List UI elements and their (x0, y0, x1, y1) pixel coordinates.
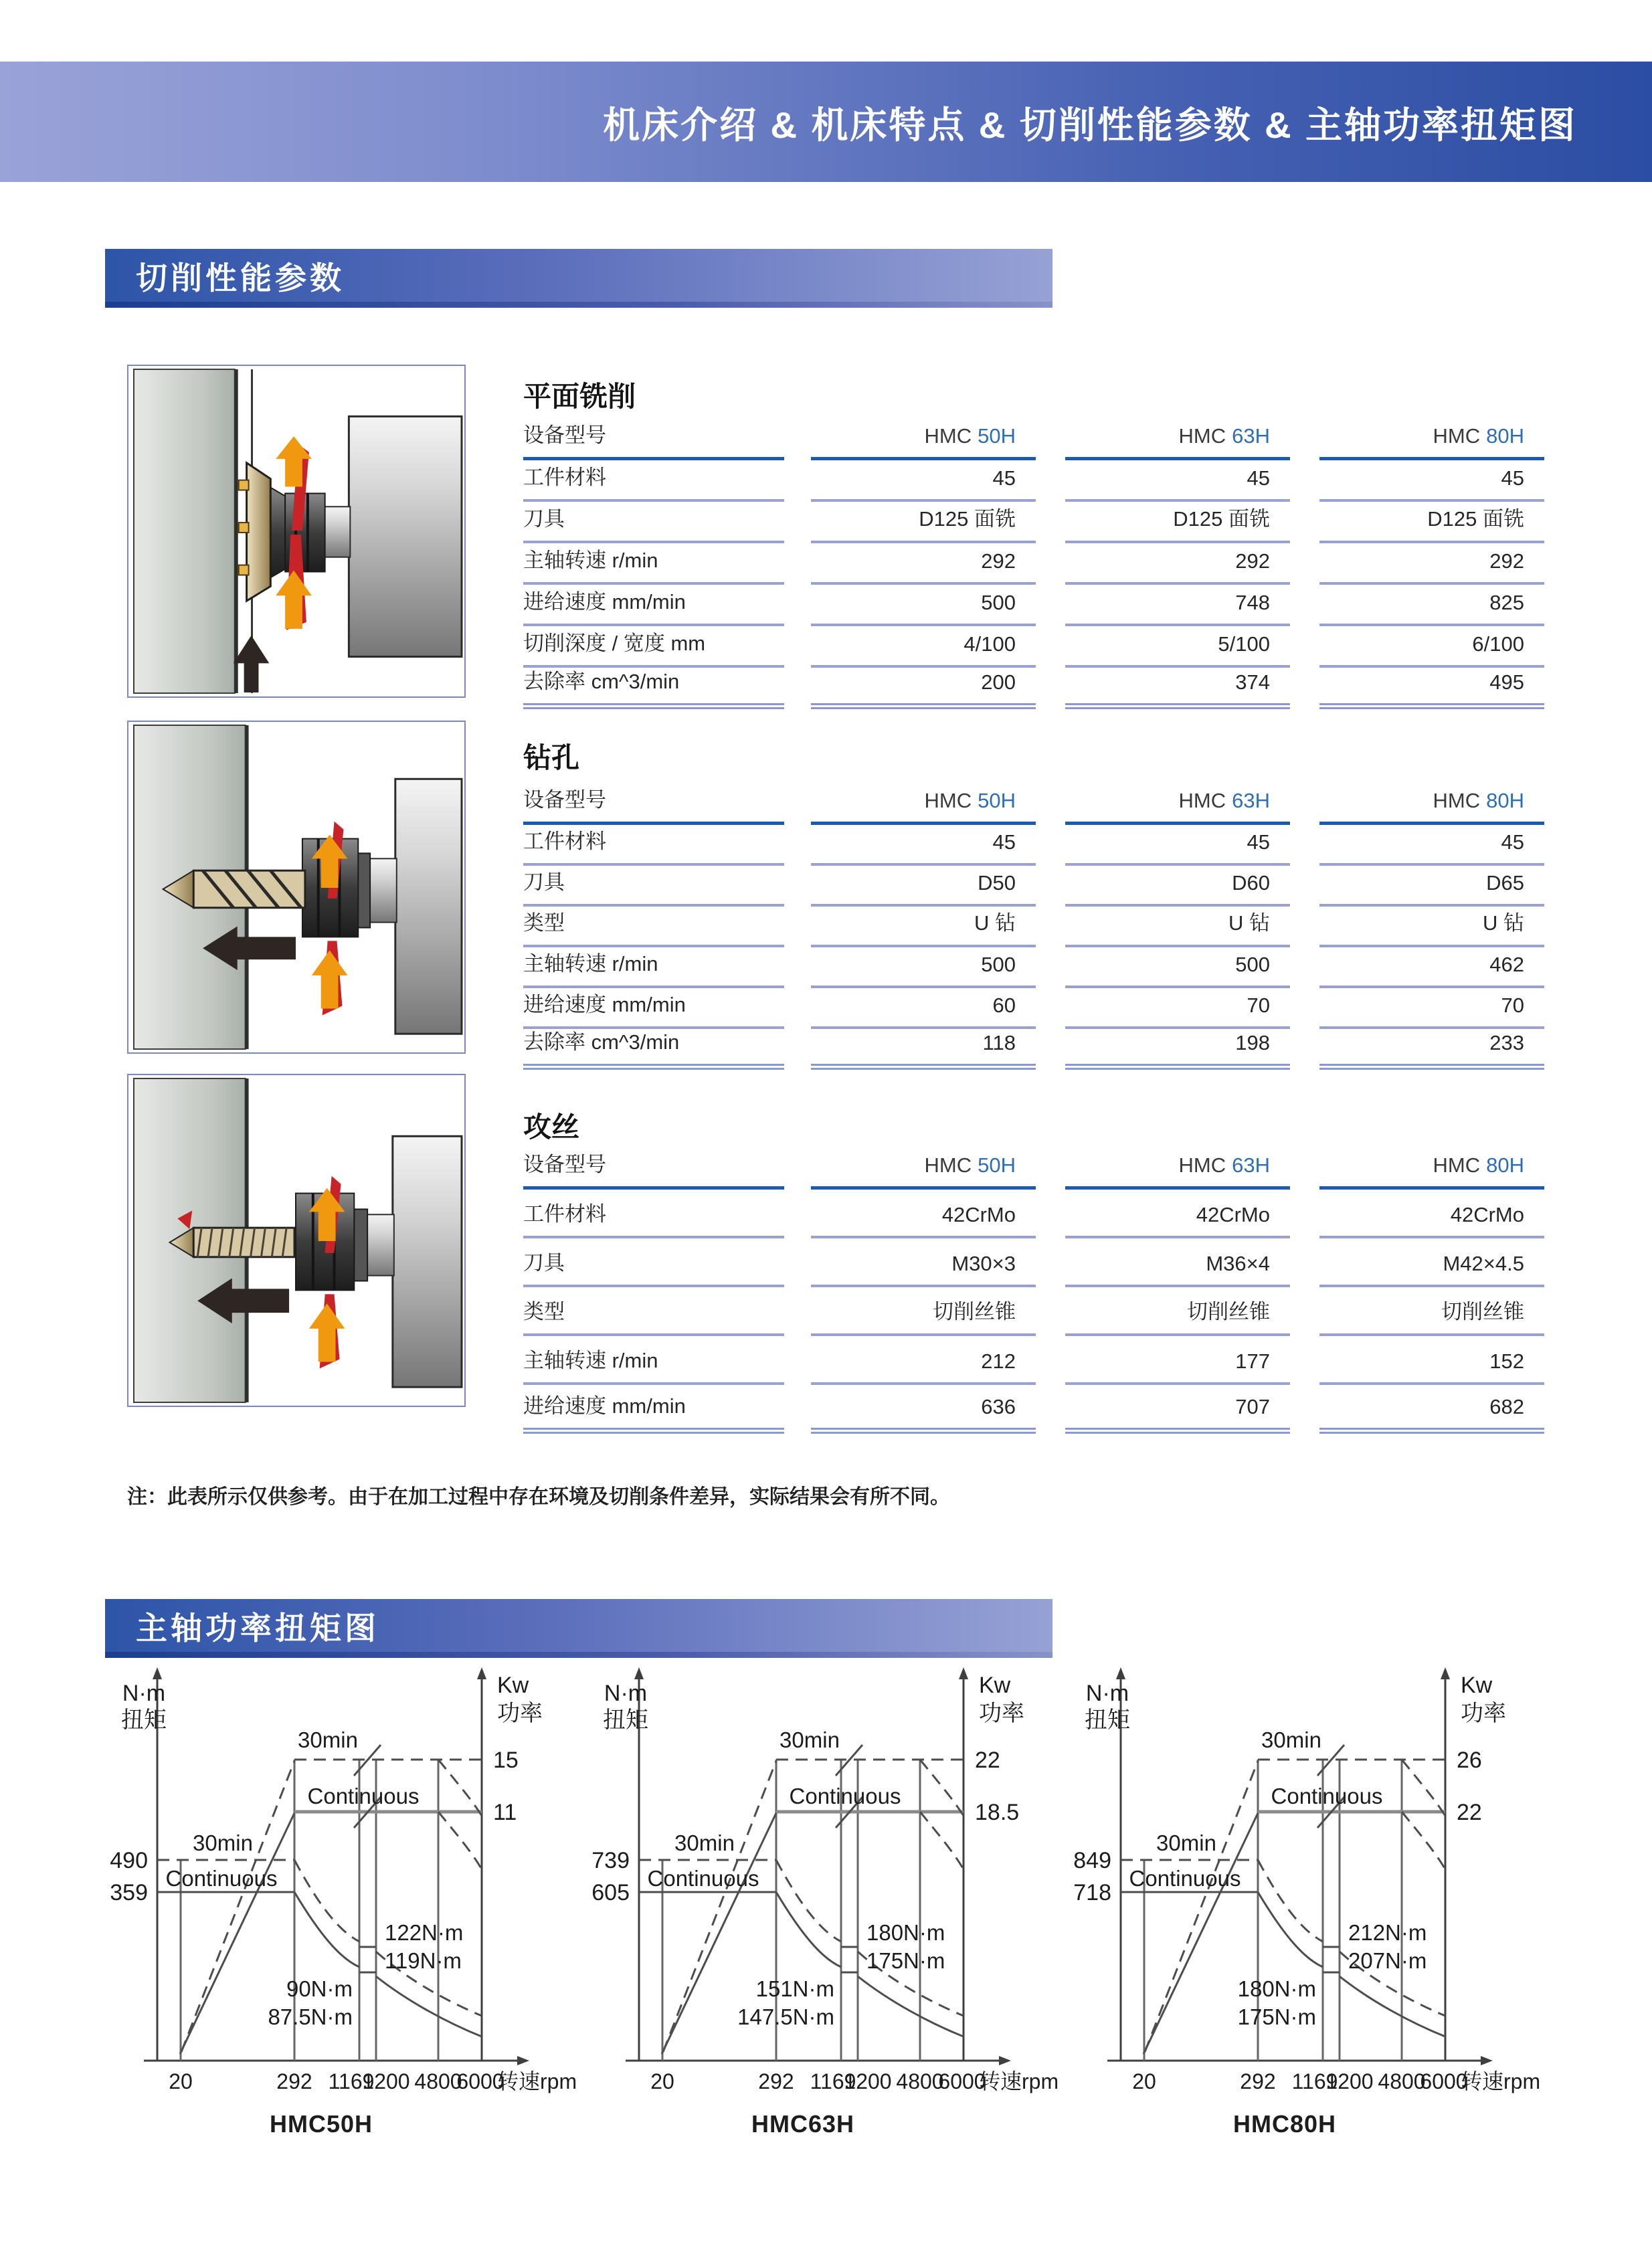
feed-arrow-icon (234, 636, 270, 692)
torque-30min-decay (1258, 1860, 1323, 1942)
row-label: 工件材料 (523, 825, 784, 866)
power-30min-value: 15 (493, 1748, 519, 1773)
model-code: 80H (1486, 789, 1524, 812)
torque-continuous-decay (858, 1976, 963, 2037)
face-milling-illustration (128, 366, 464, 696)
power-30min-derate (1402, 1760, 1445, 1816)
power-continuous-label: Continuous (789, 1784, 901, 1808)
table-header-row (523, 1144, 1544, 1190)
power-continuous-value: 11 (493, 1800, 517, 1825)
power-30min-value: 26 (1457, 1748, 1482, 1773)
cell-value: 60 (811, 988, 1036, 1029)
table-header-row (523, 784, 1544, 825)
note-text: 注：此表所示仅供参考。由于在加工过程中存在环境及切削条件差异，实际结果会有所不同。 (127, 1486, 950, 1508)
cell-value: D50 (811, 866, 1036, 907)
left-axis-title: 扭矩 (603, 1707, 648, 1733)
power-continuous-value: 18.5 (975, 1800, 1020, 1825)
table-row (523, 626, 1544, 668)
x-axis-arrow-icon (999, 2056, 1011, 2065)
cell-value: 682 (1319, 1385, 1544, 1434)
cell-value: 462 (1319, 947, 1544, 988)
table-row (523, 585, 1544, 626)
face-milling-illustration-box (127, 365, 466, 698)
cell-value: 177 (1065, 1336, 1290, 1385)
shift-torque-upper-value: 212N·m (1348, 1920, 1427, 1945)
torque-continuous-value: 718 (1073, 1880, 1111, 1905)
table-row (523, 988, 1544, 1029)
x-axis-label: 转速rpm (1461, 2069, 1541, 2093)
right-axis-title: 功率 (497, 1701, 543, 1726)
spec-table (523, 784, 1544, 1070)
row-label: 去除率 cm^3/min (523, 1029, 784, 1070)
torque-30min-value: 849 (1073, 1848, 1111, 1873)
left-y-axis-arrow-icon (634, 1667, 644, 1679)
shift-torque-lower-value: 175N·m (1237, 2004, 1316, 2029)
cell-value: 45 (1319, 825, 1544, 866)
shift-torque-lower-value: 87.5N·m (268, 2004, 353, 2029)
table-row (523, 907, 1544, 947)
cell-value: 198 (1065, 1029, 1290, 1070)
cell-value: M36×4 (1065, 1238, 1290, 1287)
x-tick-label: 6000 (1420, 2069, 1468, 2093)
right-axis-title: Kw (497, 1673, 529, 1698)
cell-value: 707 (1065, 1385, 1290, 1434)
shift-torque-lower-value: 90N·m (286, 1976, 353, 2001)
table-row (523, 825, 1544, 866)
model-name: HMC (1433, 424, 1481, 448)
table-row (523, 1385, 1544, 1434)
row-label: 进给速度 mm/min (523, 988, 784, 1029)
row-label: 进给速度 mm/min (523, 585, 784, 626)
row-label: 类型 (523, 907, 784, 947)
cell-value: D65 (1319, 866, 1544, 907)
power-30min-label: 30min (298, 1727, 358, 1752)
torque-continuous-decay (776, 1892, 841, 1967)
row-label: 主轴转速 r/min (523, 1336, 784, 1385)
model-name: HMC (1433, 1153, 1481, 1177)
left-axis-title: 扭矩 (1085, 1707, 1130, 1733)
right-y-axis-arrow-icon (1441, 1667, 1450, 1679)
table-title: 平面铣削 (523, 381, 636, 412)
power-continuous-derate (1402, 1812, 1445, 1869)
chart-canvas (50, 1653, 585, 2128)
spindle-nose (369, 858, 397, 922)
table-row (523, 947, 1544, 988)
tapping-illustration-box (127, 1074, 466, 1407)
table-row (523, 668, 1544, 709)
row-label: 设备型号 (523, 420, 784, 460)
model-header-cell (811, 420, 1036, 460)
spec-table (523, 420, 1544, 709)
cell-value: 233 (1319, 1029, 1544, 1070)
model-name: HMC (924, 424, 972, 448)
torque-power-chart-hmc80h (1014, 1653, 1549, 2148)
row-label: 进给速度 mm/min (523, 1385, 784, 1434)
model-code: 80H (1486, 1153, 1524, 1177)
cell-value: 292 (1319, 543, 1544, 585)
cell-value: 292 (1065, 543, 1290, 585)
power-continuous-derate (920, 1812, 963, 1869)
model-code: 50H (978, 424, 1016, 448)
cell-value: 500 (1065, 947, 1290, 988)
model-code: 63H (1232, 1153, 1270, 1177)
page-header-title: 机床介绍 & 机床特点 & 切削性能参数 & 主轴功率扭矩图 (603, 104, 1577, 146)
model-header-cell (1065, 1144, 1290, 1190)
x-tick-label: 4800 (896, 2069, 944, 2093)
torque-continuous-value: 605 (591, 1880, 630, 1905)
cell-value: D60 (1065, 866, 1290, 907)
table-row (523, 1336, 1544, 1385)
power-continuous-derate (438, 1812, 482, 1869)
rotation-arrow-up-icon (276, 571, 312, 629)
right-axis-title: 功率 (1461, 1701, 1506, 1726)
cell-value: 45 (1065, 825, 1290, 866)
x-axis-arrow-icon (1481, 2056, 1493, 2065)
model-code: 50H (978, 789, 1016, 812)
torque-continuous-decay (1340, 1976, 1445, 2037)
shift-torque-upper-value: 207N·m (1348, 1948, 1427, 1973)
left-axis-title: 扭矩 (121, 1707, 167, 1733)
row-label: 类型 (523, 1287, 784, 1336)
left-y-axis-arrow-icon (1116, 1667, 1125, 1679)
cell-value: 5/100 (1065, 626, 1290, 668)
tool-taper (269, 487, 285, 579)
model-header-cell (1319, 784, 1544, 825)
left-axis-title: N·m (1085, 1681, 1129, 1706)
spindle-body (395, 779, 462, 1034)
cell-value: 45 (811, 460, 1036, 502)
tool-ring (354, 1209, 367, 1281)
row-label: 主轴转速 r/min (523, 543, 784, 585)
cell-value: 292 (811, 543, 1036, 585)
cell-value: 212 (811, 1336, 1036, 1385)
model-header-cell (1065, 784, 1290, 825)
torque-continuous-decay (1258, 1892, 1323, 1967)
page-header-banner (0, 62, 1652, 182)
shift-torque-lower-value: 147.5N·m (737, 2004, 834, 2029)
cell-value: 切削丝锥 (1319, 1287, 1544, 1336)
cutter-insert (239, 565, 249, 575)
torque-30min-value: 739 (591, 1848, 630, 1873)
workpiece-edge (235, 369, 238, 693)
drilling-illustration (128, 722, 464, 1052)
shift-torque-upper-value: 122N·m (385, 1920, 464, 1945)
cell-value: 切削丝锥 (811, 1287, 1036, 1336)
x-axis-label: 转速rpm (979, 2069, 1059, 2093)
row-label: 设备型号 (523, 1144, 784, 1190)
table-row (523, 543, 1544, 585)
row-label: 主轴转速 r/min (523, 947, 784, 988)
shift-torque-lower-value: 180N·m (1237, 1976, 1316, 2001)
torque-power-chart-hmc63h (532, 1653, 1067, 2148)
torque-30min-decay (776, 1860, 841, 1942)
x-tick-label: 1200 (362, 2069, 410, 2093)
cell-value: D125 面铣 (1065, 502, 1290, 543)
torque-continuous-value: 359 (110, 1880, 148, 1905)
row-label: 切削深度 / 宽度 mm (523, 626, 784, 668)
shift-torque-upper-value: 119N·m (385, 1948, 462, 1973)
model-header-cell (1319, 1144, 1544, 1190)
torque-30min-value: 490 (110, 1848, 148, 1873)
x-tick-label: 4800 (414, 2069, 462, 2093)
table-title: 攻丝 (523, 1111, 580, 1143)
row-label: 工件材料 (523, 460, 784, 502)
torque-power-chart-hmc50h (50, 1653, 585, 2148)
cell-value: 118 (811, 1029, 1036, 1070)
cell-value: M30×3 (811, 1238, 1036, 1287)
model-name: HMC (1178, 424, 1226, 448)
rotation-arrow-up-icon (312, 950, 348, 1008)
cell-value: 495 (1319, 668, 1544, 709)
face-mill-cutter (247, 463, 271, 601)
torque-continuous-label: Continuous (1129, 1866, 1241, 1891)
x-tick-label: 4800 (1378, 2069, 1426, 2093)
torque-continuous-decay (376, 1976, 482, 2037)
cell-value: U 钻 (1319, 907, 1544, 947)
chart-model-label: HMC63H (751, 2110, 855, 2138)
row-label: 设备型号 (523, 784, 784, 825)
section-title-torque: 主轴功率扭矩图 (136, 1610, 379, 1646)
cell-value: 825 (1319, 585, 1544, 626)
torque-continuous-decay (294, 1892, 359, 1967)
cell-value: 45 (811, 825, 1036, 866)
power-continuous-label: Continuous (307, 1784, 420, 1808)
drilling-illustration-box (127, 721, 466, 1054)
model-name: HMC (1178, 1153, 1226, 1177)
shift-torque-upper-value: 180N·m (866, 1920, 945, 1945)
power-continuous-label: Continuous (1271, 1784, 1383, 1808)
x-tick-label: 1200 (1325, 2069, 1374, 2093)
power-continuous-value: 22 (1457, 1800, 1482, 1825)
power-30min-label: 30min (779, 1727, 840, 1752)
right-y-axis-arrow-icon (959, 1667, 968, 1679)
torque-30min-label: 30min (193, 1831, 253, 1855)
rotation-arrow-up-icon (309, 1303, 345, 1362)
x-tick-label: 6000 (456, 2069, 504, 2093)
row-label: 工件材料 (523, 1190, 784, 1238)
table-header-row (523, 420, 1544, 460)
x-tick-label: 1169 (328, 2069, 375, 2093)
right-axis-title: Kw (1461, 1673, 1493, 1698)
x-axis-label: 转速rpm (497, 2069, 577, 2093)
cell-value: 500 (811, 585, 1036, 626)
x-tick-label: 20 (1132, 2069, 1156, 2093)
spec-table (523, 1144, 1544, 1434)
model-name: HMC (1433, 789, 1481, 812)
model-name: HMC (924, 1153, 972, 1177)
shift-torque-lower-value: 151N·m (755, 1976, 834, 2001)
power-30min-label: 30min (1261, 1727, 1321, 1752)
tapping-illustration (128, 1075, 464, 1406)
right-axis-title: Kw (979, 1673, 1011, 1698)
table-row (523, 1287, 1544, 1336)
table-row (523, 502, 1544, 543)
power-30min-derate (920, 1760, 963, 1816)
x-tick-label: 292 (1240, 2069, 1276, 2093)
row-label: 刀具 (523, 1238, 784, 1287)
spindle-body (393, 1136, 462, 1387)
chart-canvas (532, 1653, 1067, 2128)
row-label: 刀具 (523, 866, 784, 907)
x-tick-label: 20 (169, 2069, 193, 2093)
x-tick-label: 20 (650, 2069, 674, 2093)
chart-canvas (1014, 1653, 1549, 2128)
x-tick-label: 6000 (938, 2069, 986, 2093)
cell-value: 748 (1065, 585, 1290, 626)
section-title-cutting: 切削性能参数 (136, 260, 345, 296)
cell-value: 45 (1065, 460, 1290, 502)
table-row (523, 460, 1544, 502)
spindle-nose (324, 506, 351, 557)
right-y-axis-arrow-icon (477, 1667, 486, 1679)
model-header-cell (811, 1144, 1036, 1190)
model-code: 63H (1232, 789, 1270, 812)
torque-continuous-label: Continuous (165, 1866, 278, 1891)
cell-value: 70 (1065, 988, 1290, 1029)
cell-value: 500 (811, 947, 1036, 988)
section-header-torque (105, 1599, 1052, 1658)
cell-value: U 钻 (1065, 907, 1290, 947)
torque-30min-label: 30min (1156, 1831, 1216, 1855)
cell-value: 6/100 (1319, 626, 1544, 668)
power-30min-derate (438, 1760, 482, 1816)
section-header-cutting (105, 249, 1052, 308)
model-header-cell (1065, 420, 1290, 460)
x-tick-label: 1169 (810, 2069, 856, 2093)
table-row (523, 866, 1544, 907)
torque-continuous-label: Continuous (647, 1866, 759, 1891)
table-row (523, 1238, 1544, 1287)
model-name: HMC (924, 789, 972, 812)
right-axis-title: 功率 (979, 1701, 1024, 1726)
cell-value: 4/100 (811, 626, 1036, 668)
cell-value: 374 (1065, 668, 1290, 709)
cell-value: 42CrMo (811, 1190, 1036, 1238)
cell-value: 200 (811, 668, 1036, 709)
torque-30min-decay (294, 1860, 359, 1942)
spindle-nose (366, 1214, 394, 1275)
x-tick-label: 292 (758, 2069, 794, 2093)
cell-value: 42CrMo (1065, 1190, 1290, 1238)
power-30min-value: 22 (975, 1748, 1000, 1773)
x-tick-label: 1200 (844, 2069, 892, 2093)
cell-value: U 钻 (811, 907, 1036, 947)
model-code: 63H (1232, 424, 1270, 448)
model-code: 80H (1486, 424, 1524, 448)
section-bar-shadow (105, 302, 1052, 308)
chart-model-label: HMC50H (269, 2110, 373, 2138)
torque-30min-label: 30min (674, 1831, 735, 1855)
cell-value: 切削丝锥 (1065, 1287, 1290, 1336)
row-label: 去除率 cm^3/min (523, 668, 784, 709)
chart-model-label: HMC80H (1232, 2110, 1337, 2138)
model-name: HMC (1178, 789, 1226, 812)
cell-value: D125 面铣 (811, 502, 1036, 543)
cell-value: 42CrMo (1319, 1190, 1544, 1238)
model-header-cell (1319, 420, 1544, 460)
cutter-insert (239, 523, 249, 533)
left-axis-title: N·m (122, 1681, 166, 1706)
table-row (523, 1029, 1544, 1070)
model-header-cell (811, 784, 1036, 825)
workpiece-wall (134, 369, 235, 693)
row-label: 刀具 (523, 502, 784, 543)
cutter-insert (239, 480, 249, 490)
model-code: 50H (978, 1153, 1016, 1177)
cell-value: 636 (811, 1385, 1036, 1434)
cell-value: 152 (1319, 1336, 1544, 1385)
cell-value: M42×4.5 (1319, 1238, 1544, 1287)
shift-torque-upper-value: 175N·m (866, 1948, 945, 1973)
cell-value: 45 (1319, 460, 1544, 502)
cell-value: D125 面铣 (1319, 502, 1544, 543)
spindle-body (349, 416, 462, 656)
table-row (523, 1190, 1544, 1238)
x-tick-label: 292 (276, 2069, 312, 2093)
cell-value: 70 (1319, 988, 1544, 1029)
x-axis-arrow-icon (517, 2056, 529, 2065)
left-y-axis-arrow-icon (153, 1667, 162, 1679)
table-title: 钻孔 (523, 742, 580, 773)
left-axis-title: N·m (604, 1681, 648, 1706)
x-tick-label: 1169 (1291, 2069, 1338, 2093)
